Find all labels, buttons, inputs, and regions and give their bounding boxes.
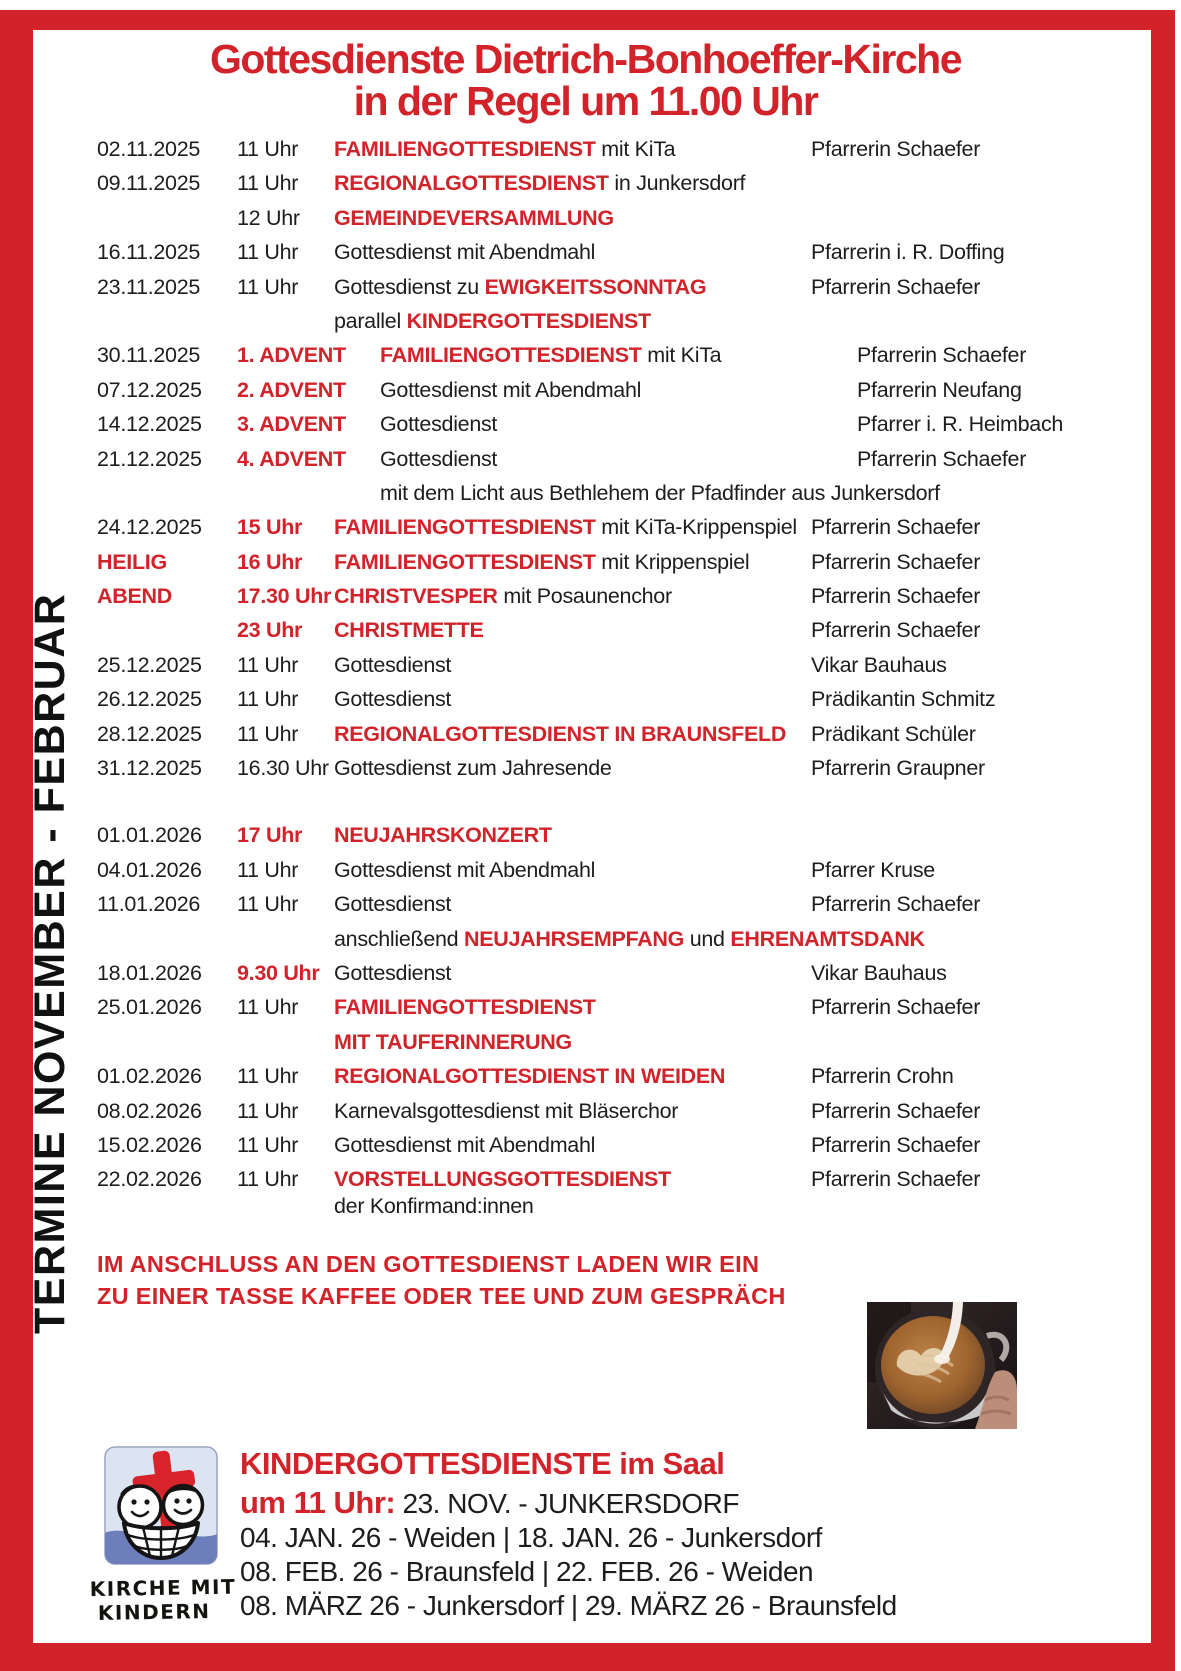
time-cell: 17.30 Uhr: [237, 584, 332, 609]
schedule-row: [97, 927, 1131, 961]
schedule-row: [97, 412, 1131, 446]
service-text: Gottesdienst: [334, 687, 452, 712]
time-cell: 1. ADVENT: [237, 343, 346, 368]
pastor-cell: Pfarrerin Schaefer: [811, 1098, 981, 1123]
service-text: und: [684, 926, 731, 951]
service-text: der Konfirmand:innen: [334, 1193, 534, 1218]
time-cell: 11 Uhr: [237, 1167, 299, 1192]
coffee-invitation-note: [97, 1248, 817, 1312]
date-cell: 22.02.2026: [97, 1167, 202, 1192]
schedule-row: [97, 206, 1131, 240]
schedule-row: [97, 378, 1131, 412]
pastor-cell: Pfarrer Kruse: [811, 857, 935, 882]
date-cell: 01.02.2026: [97, 1064, 202, 1089]
logo-caption-line1: KIRCHE MIT: [89, 1574, 237, 1602]
service-highlight: REGIONALGOTTESDIENST IN WEIDEN: [334, 1064, 726, 1089]
service-cell: [334, 343, 857, 368]
date-cell: 24.12.2025: [97, 515, 202, 540]
date-cell: 04.01.2026: [97, 857, 202, 882]
service-highlight: FAMILIENGOTTESDIENST: [334, 515, 596, 540]
service-text: Karnevalsgottesdienst mit Bläserchor: [334, 1098, 679, 1123]
time-cell: 11 Uhr: [237, 687, 299, 712]
schedule-row: [97, 756, 1131, 790]
service-text: Gottesdienst mit Abendmahl: [334, 1132, 596, 1157]
schedule-row: [97, 823, 1131, 857]
time-cell: 11 Uhr: [237, 1064, 299, 1089]
pastor-cell: Pfarrerin Schaefer: [857, 446, 1027, 471]
schedule-row: [97, 687, 1131, 721]
service-cell: [334, 171, 811, 196]
service-cell: [334, 892, 811, 917]
service-text: Gottesdienst: [334, 960, 452, 985]
pastor-cell: Pfarrerin Schaefer: [811, 515, 981, 540]
service-highlight: KINDERGOTTESDIENST: [406, 308, 651, 333]
date-cell: 26.12.2025: [97, 687, 202, 712]
date-cell: 14.12.2025: [97, 412, 202, 437]
kindergottesdienste-heading: KINDERGOTTESDIENSTE im Saal: [240, 1446, 725, 1481]
pastor-cell: Vikar Bauhaus: [811, 960, 947, 985]
date-cell: 02.11.2025: [97, 137, 201, 161]
service-highlight: FAMILIENGOTTESDIENST: [334, 995, 596, 1020]
service-text: Gottesdienst mit Abendmahl: [380, 377, 642, 402]
pastor-cell: Pfarrerin Schaefer: [811, 618, 981, 643]
date-cell: 16.11.2025: [97, 240, 201, 265]
schedule-row: [97, 1194, 1131, 1220]
date-cell: 25.01.2026: [97, 995, 202, 1020]
date-cell: 15.02.2026: [97, 1132, 202, 1157]
service-cell: [334, 1030, 811, 1055]
date-cell: 09.11.2025: [97, 171, 201, 196]
schedule-row: [97, 240, 1131, 274]
date-cell: 07.12.2025: [97, 377, 202, 402]
service-cell: [334, 137, 811, 162]
schedule-row: [97, 995, 1131, 1029]
schedule-row: [97, 481, 1131, 515]
service-cell: [334, 206, 811, 231]
vertical-period-label: TERMINE NOVEMBER - FEBRUAR: [26, 592, 74, 1334]
service-text: Gottesdienst: [334, 892, 452, 917]
service-cell: [334, 1167, 811, 1192]
kindergottesdienste-date-line: 08. FEB. 26 - Braunsfeld | 22. FEB. 26 - Weiden: [240, 1556, 814, 1587]
schedule-row: [97, 618, 1131, 652]
schedule-row: [97, 653, 1131, 687]
time-cell: 9.30 Uhr: [237, 960, 320, 985]
date-cell: 11.01.2026: [97, 892, 201, 917]
schedule-row: [97, 584, 1131, 618]
time-cell: 2. ADVENT: [237, 377, 346, 402]
schedule-row: [97, 137, 1131, 171]
time-cell: 11 Uhr: [237, 857, 299, 882]
service-cell: [334, 687, 811, 712]
service-cell: [334, 1194, 811, 1219]
service-highlight: GEMEINDEVERSAMMLUNG: [334, 205, 614, 230]
date-cell: 08.02.2026: [97, 1098, 202, 1123]
service-text: mit KiTa: [641, 343, 722, 368]
pastor-cell: Pfarrerin Schaefer: [811, 549, 981, 574]
time-cell: 3. ADVENT: [237, 412, 346, 437]
service-cell: [334, 823, 811, 848]
service-cell: [334, 995, 811, 1020]
service-text: mit KiTa: [595, 137, 676, 161]
service-text: mit Krippenspiel: [595, 549, 750, 574]
pastor-cell: Pfarrerin Schaefer: [857, 343, 1027, 368]
time-cell: 23 Uhr: [237, 618, 303, 643]
schedule-gap: [97, 790, 1131, 823]
kids-church-logo-image: [104, 1446, 218, 1565]
service-text: mit dem Licht aus Bethlehem der Pfadfinder aus Junkersdorf: [380, 480, 940, 505]
service-text: anschließend: [334, 926, 464, 951]
service-cell: [334, 961, 811, 986]
pastor-cell: Vikar Bauhaus: [811, 652, 947, 677]
date-cell: 30.11.2025: [97, 343, 201, 368]
schedule-row: [97, 309, 1131, 343]
service-highlight: NEUJAHRSKONZERT: [334, 823, 552, 848]
time-cell: 11 Uhr: [237, 240, 299, 265]
date-cell: 31.12.2025: [97, 756, 202, 781]
time-label: um 11 Uhr:: [240, 1485, 396, 1520]
pastor-cell: Pfarrerin Graupner: [811, 756, 985, 781]
logo-caption-line2: KINDERN: [97, 1599, 211, 1625]
service-cell: [334, 858, 811, 883]
service-highlight: FAMILIENGOTTESDIENST: [380, 343, 642, 368]
service-cell: [334, 722, 811, 747]
date-cell: 28.12.2025: [97, 721, 202, 746]
time-cell: 11 Uhr: [237, 652, 299, 677]
time-cell: 16.30 Uhr: [237, 756, 329, 781]
date-cell: HEILIG: [97, 549, 167, 574]
service-cell: [334, 653, 811, 678]
schedule-row: [97, 515, 1131, 549]
kindergottesdienste-section: [240, 1446, 1141, 1623]
time-cell: 11 Uhr: [237, 995, 299, 1020]
service-highlight: EWIGKEITSSONNTAG: [484, 274, 707, 299]
date-cell: 23.11.2025: [97, 274, 201, 299]
kirche-mit-kindern-logo: [89, 1446, 237, 1625]
service-cell: [334, 1064, 811, 1089]
schedule-row: [97, 722, 1131, 756]
service-cell: [334, 447, 857, 472]
schedule-row: [97, 171, 1131, 205]
time-cell: 17 Uhr: [237, 823, 303, 848]
time-cell: 16 Uhr: [237, 549, 303, 574]
service-text: parallel: [334, 308, 407, 333]
service-cell: [334, 480, 940, 506]
time-cell: 4. ADVENT: [237, 446, 346, 471]
service-highlight: CHRISTMETTE: [334, 618, 484, 643]
service-text: mit Posaunenchor: [497, 584, 672, 609]
service-highlight: EHRENAMTSDANK: [730, 926, 925, 951]
time-cell: 11 Uhr: [237, 274, 299, 299]
date-cell: 01.01.2026: [97, 823, 202, 848]
coffee-invitation-line1: IM ANSCHLUSS AN DEN GOTTESDIENST LADEN WIR EIN: [97, 1251, 760, 1277]
service-cell: [334, 926, 925, 952]
first-entry: 23. NOV. - JUNKERSDORF: [402, 1488, 739, 1519]
schedule-row: [97, 1099, 1131, 1133]
schedule-table: [97, 137, 1131, 1220]
pastor-cell: Pfarrerin Schaefer: [811, 1167, 981, 1192]
service-text: in Junkersdorf: [608, 171, 746, 196]
schedule-row: [97, 275, 1131, 309]
service-text: Gottesdienst: [380, 412, 498, 437]
schedule-row: [97, 1133, 1131, 1167]
schedule-row: [97, 550, 1131, 584]
pastor-cell: Pfarrerin Schaefer: [811, 892, 981, 917]
service-cell: [334, 240, 811, 265]
service-highlight: MIT TAUFERINNERUNG: [334, 1029, 572, 1054]
pastor-cell: Prädikantin Schmitz: [811, 687, 996, 712]
time-cell: 11 Uhr: [237, 171, 299, 196]
service-cell: [334, 1133, 811, 1158]
service-highlight: NEUJAHRSEMPFANG: [463, 926, 685, 951]
kindergottesdienste-date-line: 08. MÄRZ 26 - Junkersdorf | 29. MÄRZ 26 - Braunsfeld: [240, 1590, 897, 1621]
pastor-cell: Pfarrerin Schaefer: [811, 995, 981, 1020]
pastor-cell: Prädikant Schüler: [811, 721, 976, 746]
time-cell: 11 Uhr: [237, 892, 299, 917]
service-cell: [334, 1099, 811, 1124]
date-cell: 21.12.2025: [97, 446, 202, 471]
schedule-row: [97, 892, 1131, 926]
schedule-row: [97, 1064, 1131, 1098]
date-cell: ABEND: [97, 584, 172, 609]
service-cell: [334, 275, 811, 300]
pastor-cell: Pfarrerin Schaefer: [811, 1132, 981, 1157]
schedule-row: [97, 447, 1131, 481]
pastor-cell: Pfarrerin Crohn: [811, 1064, 954, 1089]
service-highlight: REGIONALGOTTESDIENST: [334, 171, 609, 196]
time-cell: 11 Uhr: [237, 1098, 299, 1123]
coffee-photo: [867, 1302, 1017, 1429]
time-cell: 11 Uhr: [237, 1132, 299, 1157]
service-highlight: REGIONALGOTTESDIENST IN BRAUNSFELD: [334, 721, 787, 746]
service-cell: [334, 309, 811, 334]
service-cell: [334, 756, 811, 781]
pastor-cell: Pfarrerin Schaefer: [811, 137, 981, 161]
service-highlight: FAMILIENGOTTESDIENST: [334, 137, 596, 161]
latte-art-image: [867, 1302, 1017, 1429]
service-cell: [334, 584, 811, 609]
service-highlight: VORSTELLUNGSGOTTESDIENST: [334, 1167, 671, 1192]
service-cell: [334, 618, 811, 643]
pastor-cell: Pfarrerin Schaefer: [811, 584, 981, 609]
service-highlight: FAMILIENGOTTESDIENST: [334, 549, 596, 574]
coffee-invitation-line2: ZU EINER TASSE KAFFEE ODER TEE UND ZUM GESPRÄCH: [97, 1283, 786, 1309]
time-cell: 11 Uhr: [237, 137, 299, 161]
service-text: Gottesdienst: [380, 446, 498, 471]
page-title: [70, 36, 1101, 125]
kid-face-right-icon: [164, 1486, 203, 1525]
service-cell: [334, 412, 857, 437]
kindergottesdienste-date-line: 04. JAN. 26 - Weiden | 18. JAN. 26 - Junkersdorf: [240, 1522, 822, 1553]
service-highlight: CHRISTVESPER: [334, 584, 498, 609]
pastor-cell: Pfarrer i. R. Heimbach: [857, 412, 1064, 437]
service-cell: [334, 378, 857, 403]
service-text: Gottesdienst mit Abendmahl: [334, 857, 596, 882]
schedule-row: [97, 1030, 1131, 1064]
schedule-row: [97, 343, 1131, 377]
time-cell: 11 Uhr: [237, 721, 299, 746]
service-text: Gottesdienst zum Jahresende: [334, 756, 612, 781]
pastor-cell: Pfarrerin i. R. Doffing: [811, 240, 1005, 265]
schedule-row: [97, 961, 1131, 995]
service-cell: [334, 550, 811, 575]
time-cell: 15 Uhr: [237, 515, 303, 540]
time-cell: 12 Uhr: [237, 205, 300, 230]
pastor-cell: Pfarrerin Neufang: [857, 377, 1022, 402]
kindergottesdienste-time-line: [240, 1486, 1141, 1521]
page-title-line2: in der Regel um 11.00 Uhr: [353, 78, 818, 125]
service-text: Gottesdienst: [334, 652, 452, 677]
pastor-cell: Pfarrerin Schaefer: [811, 274, 981, 299]
service-text: Gottesdienst mit Abendmahl: [334, 240, 596, 265]
date-cell: 25.12.2025: [97, 652, 202, 677]
service-cell: [334, 515, 811, 540]
service-text: Gottesdienst zu: [334, 274, 485, 299]
page-title-line1: Gottesdienste Dietrich-Bonhoeffer-Kirche: [210, 36, 961, 82]
schedule-row: [97, 858, 1131, 892]
date-cell: 18.01.2026: [97, 960, 202, 985]
service-text: mit KiTa-Krippenspiel: [595, 515, 797, 540]
